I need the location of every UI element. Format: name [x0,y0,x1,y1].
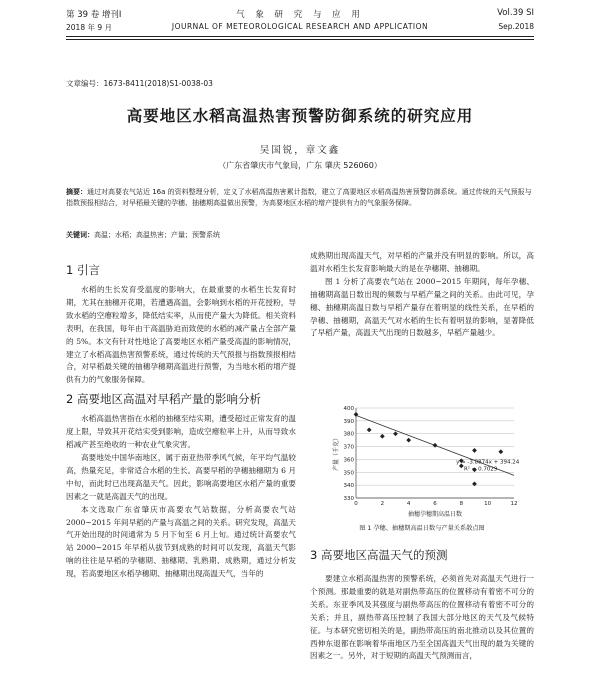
y-tick-label-5: 380 [343,431,354,438]
y-axis-label: 产量（千克） [333,434,340,472]
x-tick-label-6: 12 [510,501,518,507]
x-axis-label: 抽穗孕穗期高温日数 [407,511,463,518]
scatter-point-4 [406,438,411,443]
right-paragraph-2: 图 1 分析了高要农气站在 2000~2015 年期间，每年孕穗、抽穗期高温日数出现的频数与早稻产量之间的关系。由此可见，孕穗、抽穗期高温日数与早稻产量存在着明显的线性关系，在早稻的孕穗、抽穗期，高温天气对水稻的生长有着明显的影响，显著降低了早稻产量，高温天气出现的日数越多，早稻产量越少。 [310,276,534,338]
y-tick-label-2: 350 [343,470,354,477]
journal-name-en: JOURNAL OF METEOROLOGICAL RESEARCH AND APPLICATION [171,22,429,31]
y-tick-label-7: 400 [343,406,354,412]
right-column-bottom [310,573,534,663]
section-3-heading: 3 高要地区高温天气的预测 [310,548,448,562]
scatter-point-8 [472,448,477,453]
chart-axes [356,408,514,498]
journal-name-cn: 气 象 研 究 与 应 用 [236,10,364,20]
article-number: 文章编号：1673-8411(2018)S1-0038-03 [66,79,213,88]
volume-label: Vol.39 SI [497,8,534,18]
chart-ticks [344,406,518,507]
section-2-paragraph-3: 本文选取广东省肇庆市高要农气站数据，分析高要农气站 2000~2015 年间早稻的产量与高温之间的关系。研究发现，高温天气开始出现的时间通常为 5 月下旬至 6 月上旬。通过统计高要农气站 2000~2015 年早稻从拔节到成熟的时间可以发现，高温天气影响的往往是早稻的孕穗期、抽穗期、乳熟期、成熟期，通过分析发现，若高要地区水稻孕穗期、抽穗期出现高温天气，当年的 [66,504,296,579]
scatter-point-1 [367,427,372,432]
scatter-chart [330,402,520,520]
scatter-point-3 [393,431,398,436]
abstract-text: 通过对高要农气站近 16a 的资料整理分析，定义了水稻高温热害累计指数，建立了高要地区水稻高温热害预警防御系统。通过传统的天气预报与指数预报相结合，对早稻最关键的孕穗、抽穗期高温做出预警，为高要地区水稻的增产提供有力的气象服务保障。 [66,188,532,207]
keywords [66,230,534,241]
section-1-heading: 1 引言 [66,263,100,277]
x-tick-label-1: 2 [380,501,385,507]
x-tick-label-3: 6 [433,501,437,507]
x-tick-label-0: 0 [354,501,358,507]
y-tick-label-1: 340 [343,483,354,490]
scatter-point-11 [472,481,477,486]
section-2-paragraph-1: 水稻高温热害指在水稻的抽穗至结实期，遭受超过正常发育的温度上限，导致其开花结实受到影响，造成空瘪粒率上升，从而导致水稻减产甚至绝收的一种农业气象灾害。 [66,414,296,450]
section-2-paragraph-2: 高要地处中国华南地区，属于南亚热带季风气候，年平均气温较高，热量充足，非常适合水稻的生长。高要早稻的孕穗抽穗期为 6 月中旬，而此时已出现高温天气。因此，影响高要地区水稻产量的重要因素之一就是高温天气的出现。 [66,452,296,501]
right-paragraph-1: 成熟期出现高温天气，对早稻的产量并没有明显的影响。所以，高温对水稻生长发育影响最大的是在孕穗期、抽穗期。 [310,251,534,273]
x-tick-label-5: 10 [484,501,492,507]
section-2-heading: 2 高要地区高温对早稻产量的影响分析 [66,392,261,407]
x-tick-label-4: 8 [459,501,464,507]
authors: 吴国锐，章文鑫 [259,145,341,156]
x-tick-label-2: 4 [406,501,411,507]
section-1-paragraph: 水稻的生长发育受温度的影响大，在最重要的水稻生长发育时期，尤其在抽穗开花期，若遭遇高温，会影响到水稻的开花授粉，导致水稻的空瘪粒增多，降低结实率，从而使产量大为降低。相关资料表明，在我国，每年由于高温胁迫而致使的水稻的减产量占全部产量的 5%。本文有针对性地论了高要地区水稻产量受高温的影响情况，建立了水稻高温热害预警系统，通过传统的天气预报与指数预报相结合，对早稻最关键的抽穗孕穗期高温进行预警，为当地水稻的增产提供有力的气象服务保障。 [66,285,296,385]
scatter-point-5 [433,443,438,448]
abstract-label: 摘要： [66,188,87,196]
r2-label: R² = 0.7029 [463,466,498,473]
left-column [66,258,296,581]
affiliation: （广东省肇庆市气象局，广东 肇庆 526060） [218,161,382,170]
date-en-label: Sep.2018 [498,22,534,31]
header-rule-top [66,36,534,37]
y-tick-label-4: 370 [343,444,354,451]
right-column-top [310,250,534,340]
keywords-text: 高温；水稻；高温热害；产量；预警系统 [94,231,220,239]
keywords-label: 关键词： [66,231,94,239]
running-header-row2 [66,22,534,36]
y-tick-label-3: 360 [343,457,354,464]
scatter-point-2 [380,434,385,439]
running-header [66,8,534,22]
y-tick-label-6: 390 [343,418,354,425]
date-label: 2018 年 9 月 [66,23,113,32]
y-tick-label-0: 330 [343,496,354,502]
issue-label: 第 39 卷 增刊Ⅰ [66,10,122,20]
section-3-paragraph: 要建立水稻高温热害的预警系统，必须首先对高温天气进行一个预测。那最重要的就是对副热带高压的位置移动有着密不可分的关系。东亚季风及其强度与副热带高压的位置移动有着密不可分的关系；并且，副热带高压控制了我国大部分地区的天气及气候特征。与本研究密切相关的是，副热带高压的南北推动以及其位置的西伸东退都在影响着华南地区乃至全国高温天气出现的最为关键的因素之一。另外，对于短期的高温天气预测而言， [310,574,534,661]
equation-label: y = -3.8874x + 394.24 [456,459,520,466]
scatter-point-10 [498,449,503,454]
header-rule-bottom [66,39,534,40]
abstract [66,187,534,209]
paper-title: 高要地区水稻高温热害预警防御系统的研究应用 [126,107,474,125]
chart-grid [356,408,514,498]
figure-caption: 图 1 孕穗、抽穗期高温日数与产量关系散点图 [359,525,485,532]
